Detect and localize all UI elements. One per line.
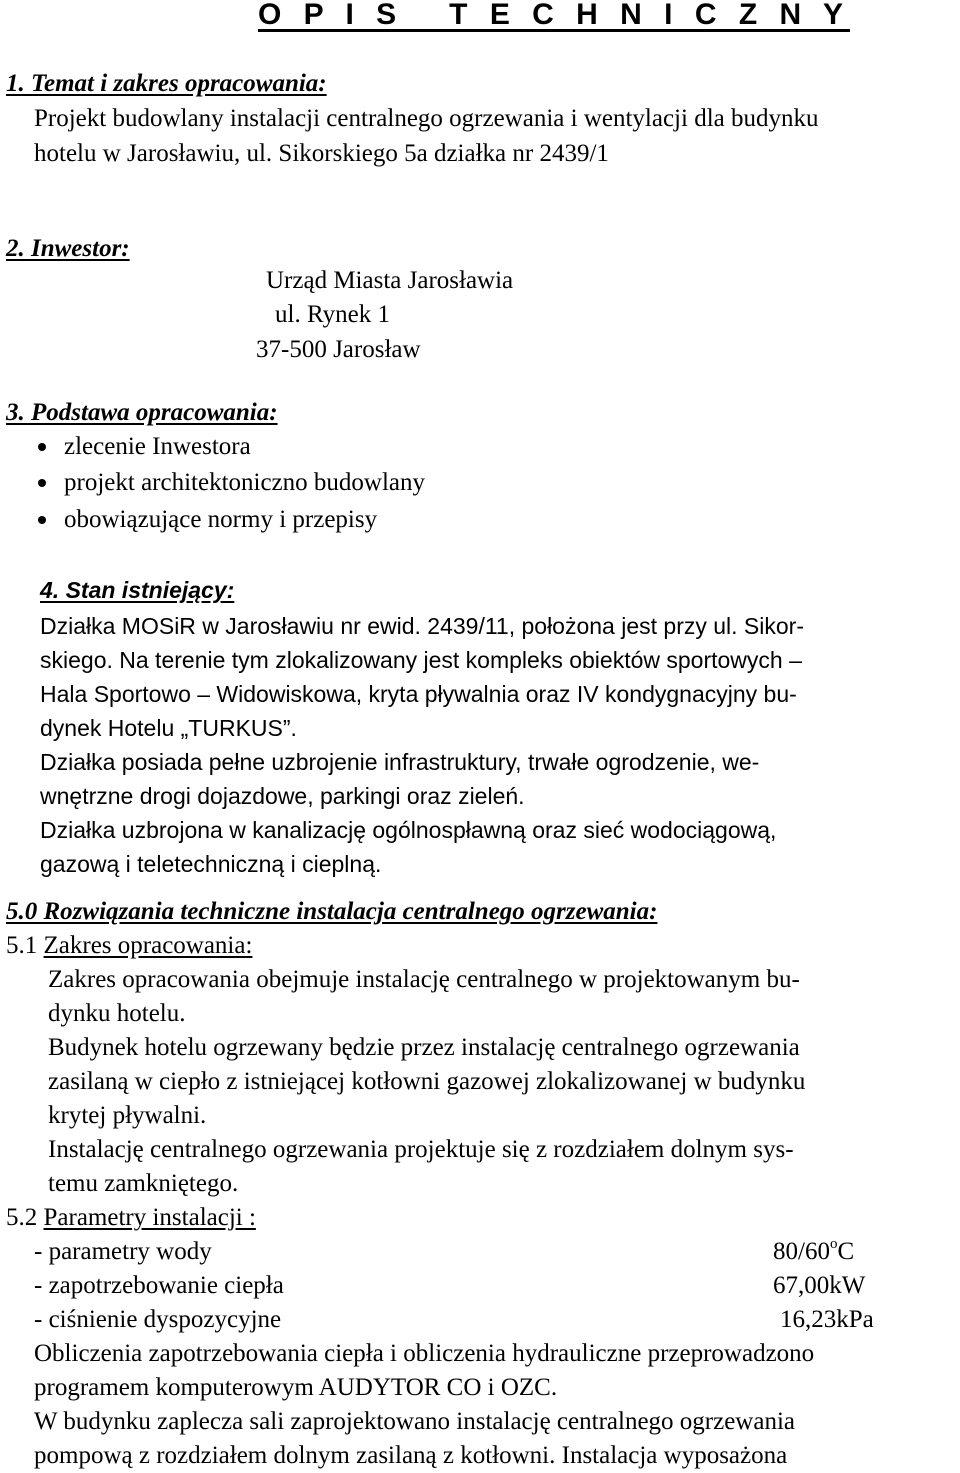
section-4-line-3: Hala Sportowo – Widowiskowa, kryta pływalnia oraz IV kondygnacyjny bu- (40, 681, 797, 707)
param-value-water (773, 1235, 854, 1269)
bullet-icon (38, 479, 46, 487)
param-water-degree: o (829, 1235, 838, 1252)
param-value-heat-demand: 67,00kW (773, 1272, 866, 1299)
scope-line-5: krytej pływalni. (48, 1102, 207, 1129)
scope-line-4: zasilaną w ciepło z istniejącej kotłowni gazowej zlokalizowanej w budynku (48, 1068, 806, 1095)
investor-name: Urząd Miasta Jarosławia (266, 267, 514, 294)
document-title: O P I S T E C H N I C Z N Y (258, 0, 850, 31)
section-5-heading: 5.0 Rozwiązania techniczne instalacja centralnego ogrzewania: (6, 898, 658, 925)
section-5-1-number: 5.1 (6, 932, 38, 959)
section-5-2-heading (6, 1201, 256, 1235)
bullet-icon (38, 443, 46, 451)
params-line-4: pompową z rozdziałem dolnym zasilaną z kotłowni. Instalacja wyposażona (34, 1442, 788, 1469)
section-1-heading: 1. Temat i zakres opracowania: (6, 70, 327, 97)
scope-line-2: dynku hotelu. (48, 1000, 186, 1027)
params-line-3: W budynku zaplecza sali zaprojektowano instalację centralnego ogrzewania (34, 1408, 795, 1435)
section-4-line-2: skiego. Na terenie tym zlokalizowany jest kompleks obiektów sportowych – (40, 647, 802, 673)
section-1-line-1: Projekt budowlany instalacji centralnego ogrzewania i wentylacji dla budynku (34, 105, 819, 132)
section-4-line-6: wnętrzne drogi dojazdowe, parkingi oraz zieleń. (40, 783, 525, 809)
bullet-icon (38, 516, 46, 524)
section-5-2-number: 5.2 (6, 1204, 38, 1231)
param-water-value: 80/60 (773, 1238, 830, 1265)
scope-line-3: Budynek hotelu ogrzewany będzie przez instalację centralnego ogrzewania (48, 1034, 800, 1061)
param-label-water: - parametry wody (34, 1238, 212, 1265)
section-3-heading: 3. Podstawa opracowania: (6, 399, 278, 426)
scope-line-6: Instalację centralnego ogrzewania projektuje się z rozdziałem dolnym sys- (48, 1136, 794, 1163)
param-water-unit: C (837, 1238, 855, 1265)
investor-city: 37-500 Jarosław (256, 336, 421, 363)
basis-item-1: zlecenie Inwestora (64, 433, 251, 460)
scope-line-1: Zakres opracowania obejmuje instalację centralnego w projektowanym bu- (48, 966, 800, 993)
section-4-line-7: Działka uzbrojona w kanalizację ogólnospławną oraz sieć wodociągową, (40, 817, 777, 843)
scope-line-7: temu zamkniętego. (48, 1170, 239, 1197)
params-line-2: programem komputerowym AUDYTOR CO i OZC. (34, 1374, 558, 1401)
section-1-line-2: hotelu w Jarosławiu, ul. Sikorskiego 5a działka nr 2439/1 (34, 140, 609, 167)
section-5-2-title: Parametry instalacji : (43, 1204, 256, 1231)
param-label-pressure: - ciśnienie dyspozycyjne (34, 1306, 282, 1333)
section-5-1-title: Zakres opracowania: (43, 932, 253, 959)
section-4-line-4: dynek Hotelu „TURKUS”. (40, 715, 297, 741)
section-2-heading: 2. Inwestor: (6, 235, 130, 262)
basis-item-2: projekt architektoniczno budowlany (64, 469, 425, 496)
section-5-1-heading (6, 929, 252, 963)
param-label-heat-demand: - zapotrzebowanie ciepła (34, 1272, 284, 1299)
param-value-pressure: 16,23kPa (780, 1306, 874, 1333)
section-4-line-8: gazową i teletechniczną i cieplną. (40, 851, 382, 877)
section-4-heading: 4. Stan istniejący: (40, 577, 235, 603)
section-4-line-5: Działka posiada pełne uzbrojenie infrastruktury, trwałe ogrodzenie, we- (40, 749, 760, 775)
params-line-1: Obliczenia zapotrzebowania ciepła i obliczenia hydrauliczne przeprowadzono (34, 1340, 815, 1367)
basis-item-3: obowiązujące normy i przepisy (64, 506, 378, 533)
section-4-line-1: Działka MOSiR w Jarosławiu nr ewid. 2439/11, położona jest przy ul. Sikor- (40, 613, 804, 639)
investor-street: ul. Rynek 1 (275, 301, 390, 328)
